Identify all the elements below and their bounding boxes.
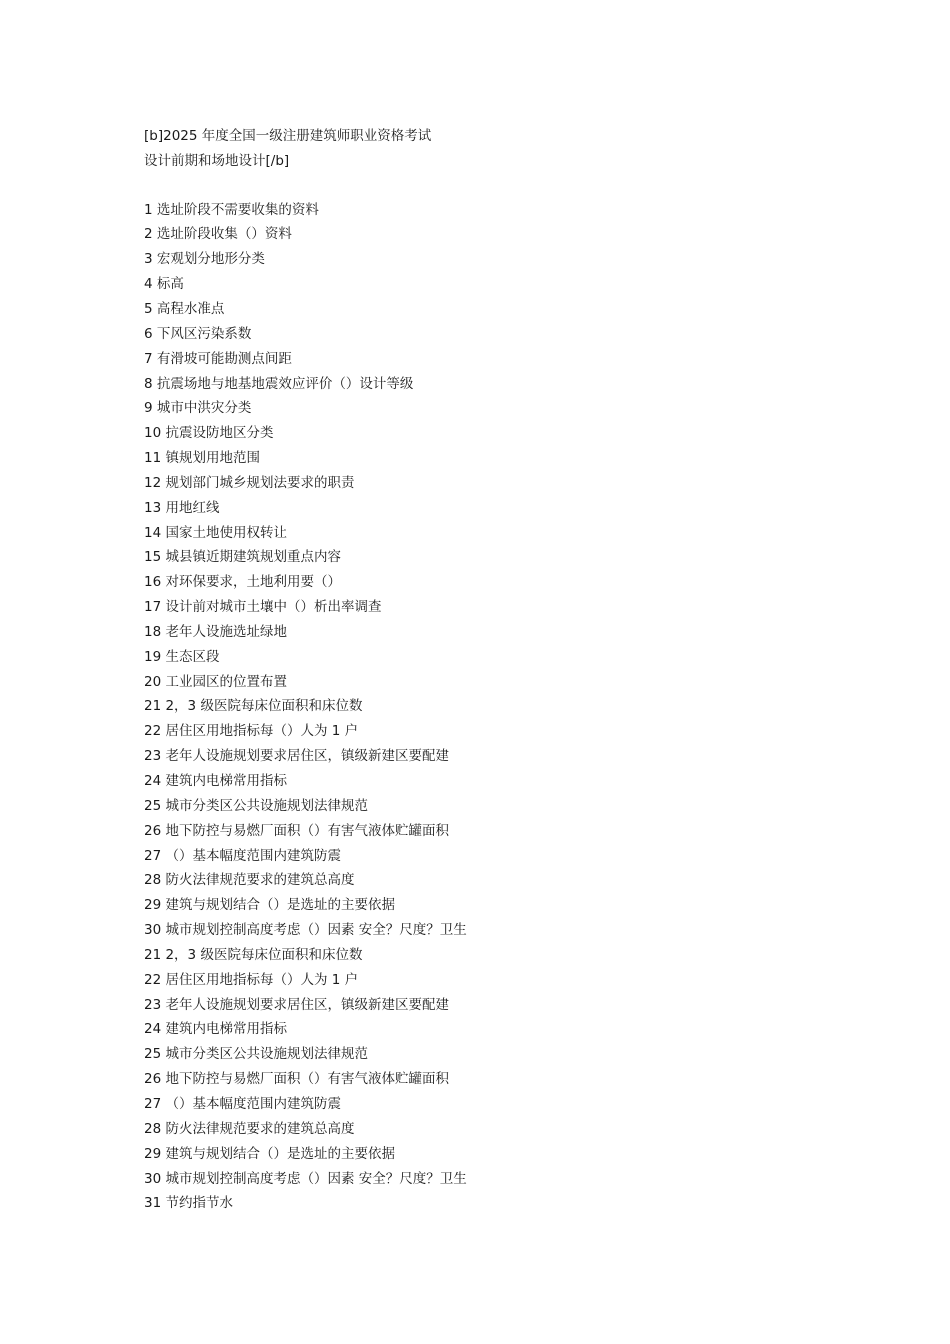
list-item: 30 城市规划控制高度考虑（）因素 安全？尺度？卫生 <box>144 922 467 939</box>
list-item: 9 城市中洪灾分类 <box>144 400 252 417</box>
list-item: 29 建筑与规划结合（）是选址的主要依据 <box>144 1145 395 1162</box>
list-item: 22 居住区用地指标每（）人为 1 户 <box>144 971 359 988</box>
list-item: 23 老年人设施规划要求居住区，镇级新建区要配建 <box>144 748 449 765</box>
list-item: 1 选址阶段不需要收集的资料 <box>144 201 319 218</box>
document-body <box>144 124 844 1216</box>
list-item: 25 城市分类区公共设施规划法律规范 <box>144 1046 368 1063</box>
list-item: 8 抗震场地与地基地震效应评价（）设计等级 <box>144 375 414 392</box>
list-item: 7 有滑坡可能勘测点间距 <box>144 350 292 367</box>
list-item: 29 建筑与规划结合（）是选址的主要依据 <box>144 897 395 914</box>
list-item: 5 高程水准点 <box>144 300 225 317</box>
list-item: 17 设计前对城市土壤中（）析出率调查 <box>144 599 382 616</box>
list-item: 27 （）基本幅度范围内建筑防震 <box>144 1095 341 1112</box>
list-item: 11 镇规划用地范围 <box>144 450 260 467</box>
list-item: 15 城县镇近期建筑规划重点内容 <box>144 549 341 566</box>
list-item: 2 选址阶段收集（）资料 <box>144 226 292 243</box>
list-item: 25 城市分类区公共设施规划法律规范 <box>144 797 368 814</box>
list-item: 3 宏观划分地形分类 <box>144 251 265 268</box>
list-item: 16 对环保要求，土地利用要（） <box>144 574 341 591</box>
list-item: 28 防火法律规范要求的建筑总高度 <box>144 1120 355 1137</box>
list-item: 24 建筑内电梯常用指标 <box>144 773 287 789</box>
list-item: 14 国家土地使用权转让 <box>144 524 287 541</box>
document-title-line-1: [b]2025 年度全国一级注册建筑师职业资格考试 <box>144 128 432 144</box>
list-item: 26 地下防控与易燃厂面积（）有害气液体贮罐面积 <box>144 1071 449 1088</box>
list-item: 24 建筑内电梯常用指标 <box>144 1021 287 1038</box>
question-list <box>144 198 844 1217</box>
list-item: 10 抗震设防地区分类 <box>144 425 274 442</box>
list-item: 27 （）基本幅度范围内建筑防震 <box>144 847 341 864</box>
list-item: 22 居住区用地指标每（）人为 1 户 <box>144 723 359 740</box>
list-item: 31 节约指节水 <box>144 1195 233 1212</box>
list-item: 21 2，3 级医院每床位面积和床位数 <box>144 698 363 715</box>
list-item: 6 下风区污染系数 <box>144 325 252 342</box>
list-item: 23 老年人设施规划要求居住区，镇级新建区要配建 <box>144 996 449 1013</box>
list-item: 21 2，3 级医院每床位面积和床位数 <box>144 946 363 963</box>
list-item: 18 老年人设施选址绿地 <box>144 623 287 640</box>
list-item: 28 防火法律规范要求的建筑总高度 <box>144 872 355 889</box>
list-item: 19 生态区段 <box>144 648 220 665</box>
list-item: 26 地下防控与易燃厂面积（）有害气液体贮罐面积 <box>144 822 449 839</box>
list-item: 20 工业园区的位置布置 <box>144 673 287 690</box>
list-item: 30 城市规划控制高度考虑（）因素 安全？尺度？卫生 <box>144 1170 467 1187</box>
title-spacer <box>144 174 844 198</box>
list-item: 4 标高 <box>144 276 184 293</box>
list-item: 12 规划部门城乡规划法要求的职责 <box>144 474 355 491</box>
document-title-line-2: 设计前期和场地设计[/b] <box>144 152 290 169</box>
list-item: 13 用地红线 <box>144 499 220 516</box>
